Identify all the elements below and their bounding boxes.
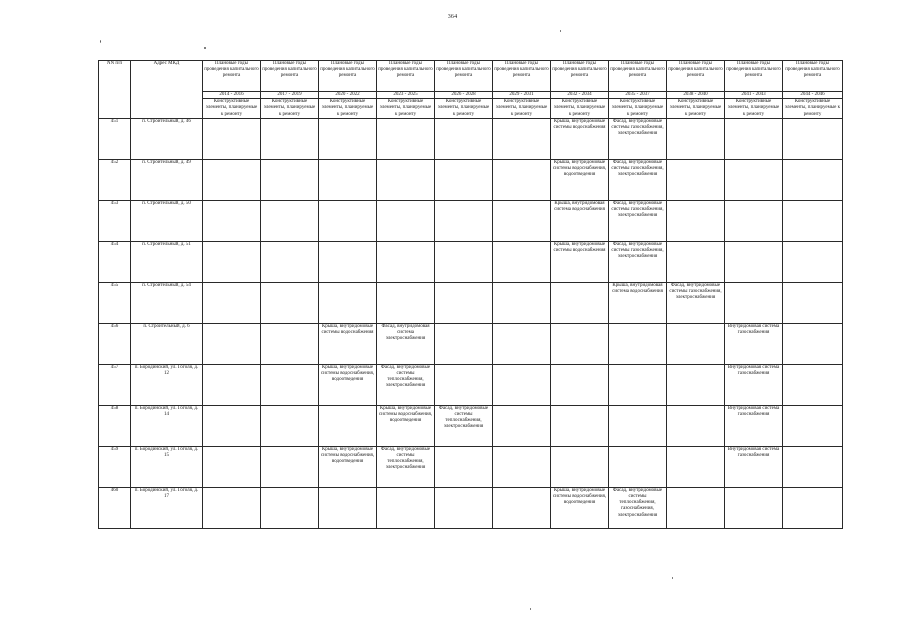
planned-works-cell	[377, 118, 435, 159]
period-years-header: 2020 - 2022	[319, 92, 377, 99]
elements-header: Конструктивные элементы, планируемые к ремонту	[319, 99, 377, 119]
table-body	[99, 118, 843, 528]
address-cell: п. Строительный, д. 54	[131, 282, 203, 323]
address-cell: п. Бородинский, ул. Гоголя, д. 17	[131, 487, 203, 528]
period-title-header: Плановые годы проведения капитального ремонта	[609, 61, 667, 92]
period-title-header: Плановые годы проведения капитального ремонта	[203, 61, 261, 92]
planned-works-cell	[783, 323, 843, 364]
planned-works-cell: Крыша, внутридомовые системы водоснабжения	[551, 241, 609, 282]
planned-works-cell	[783, 405, 843, 446]
planned-works-cell	[493, 200, 551, 241]
table-row	[99, 364, 843, 405]
address-cell: п. Бородинский, ул. Гоголя, д. 12	[131, 364, 203, 405]
address-cell: п. Строительный, д. 6	[131, 323, 203, 364]
planned-works-cell	[203, 446, 261, 487]
elements-header: Конструктивные элементы, планируемые к ремонту	[783, 99, 843, 119]
table-row	[99, 446, 843, 487]
table-row	[99, 241, 843, 282]
planned-works-cell: Крыша, внутридомовые системы водоснабжения, водоотведения	[319, 364, 377, 405]
planned-works-cell: Фасад, внутридомовые системы газоснабжения, электроснабжения	[609, 118, 667, 159]
page-number: 364	[447, 14, 458, 20]
planned-works-cell	[725, 200, 783, 241]
planned-works-cell: Фасад, внутридомовые системы теплоснабжения, электроснабжения	[435, 405, 493, 446]
scan-speck	[100, 40, 101, 43]
address-column-header: Адрес МКД	[131, 61, 203, 119]
planned-works-cell	[725, 159, 783, 200]
planned-works-cell	[667, 446, 725, 487]
planned-works-cell: Крыша, внутридомовые системы водоснабжения, водоотведения	[377, 405, 435, 446]
scan-speck	[530, 608, 531, 610]
address-cell: п. Строительный, д. 50	[131, 200, 203, 241]
planned-works-cell	[783, 364, 843, 405]
planned-works-cell	[783, 200, 843, 241]
row-number-cell: 455	[99, 282, 131, 323]
planned-works-cell	[319, 159, 377, 200]
planned-works-cell	[609, 323, 667, 364]
period-years-header: 2023 - 2025	[377, 92, 435, 99]
table-row	[99, 118, 843, 159]
row-number-cell: 456	[99, 323, 131, 364]
planned-works-cell	[261, 159, 319, 200]
planned-works-cell	[203, 487, 261, 528]
period-years-header: 2038 - 2040	[667, 92, 725, 99]
table-row	[99, 200, 843, 241]
period-title-header: Плановые годы проведения капитального ремонта	[493, 61, 551, 92]
planned-works-cell	[319, 200, 377, 241]
planned-works-cell: Крыша, внутридомовые системы водоснабжения, водоотведения	[551, 487, 609, 528]
planned-works-cell: Фасад, внутридомовые системы теплоснабжения, электроснабжения	[377, 364, 435, 405]
period-title-header: Плановые годы проведения капитального ремонта	[319, 61, 377, 92]
period-title-header: Плановые годы проведения капитального ремонта	[377, 61, 435, 92]
planned-works-cell	[493, 118, 551, 159]
planned-works-cell	[203, 241, 261, 282]
planned-works-cell	[493, 446, 551, 487]
planned-works-cell	[493, 159, 551, 200]
period-years-header: 2044 - 2046	[783, 92, 843, 99]
table-row	[99, 323, 843, 364]
elements-header: Конструктивные элементы, планируемые к ремонту	[261, 99, 319, 119]
planned-works-cell	[377, 282, 435, 323]
planned-works-cell	[609, 405, 667, 446]
planned-works-cell	[493, 405, 551, 446]
planned-works-cell	[551, 446, 609, 487]
planned-works-cell	[551, 405, 609, 446]
planned-works-cell: Крыша, внутридомовые системы водоснабжения, водоотведения	[319, 446, 377, 487]
period-title-header: Плановые годы проведения капитального ремонта	[783, 61, 843, 92]
planned-works-cell	[667, 323, 725, 364]
planned-works-cell	[377, 200, 435, 241]
planned-works-cell	[203, 159, 261, 200]
planned-works-cell	[435, 200, 493, 241]
planned-works-cell	[493, 241, 551, 282]
planned-works-cell	[319, 487, 377, 528]
planned-works-cell: Крыша, внутридомовая система водоснабжения	[551, 200, 609, 241]
planned-works-cell	[261, 118, 319, 159]
planned-works-cell	[261, 200, 319, 241]
planned-works-cell	[435, 487, 493, 528]
planned-works-cell	[667, 159, 725, 200]
address-cell: п. Строительный, д. 49	[131, 159, 203, 200]
period-years-header: 2029 - 2031	[493, 92, 551, 99]
planned-works-cell	[377, 241, 435, 282]
planned-works-cell	[377, 487, 435, 528]
planned-works-cell	[783, 118, 843, 159]
planned-works-cell	[667, 118, 725, 159]
num-column-header: NN п/п	[99, 61, 131, 119]
planned-works-cell	[783, 446, 843, 487]
planned-works-cell	[203, 364, 261, 405]
address-cell: п. Строительный, д. 51	[131, 241, 203, 282]
row-number-cell: 460	[99, 487, 131, 528]
elements-header: Конструктивные элементы, планируемые к ремонту	[609, 99, 667, 119]
row-number-cell: 451	[99, 118, 131, 159]
planned-works-cell	[261, 487, 319, 528]
planned-works-cell: Внутридомовая система газоснабжения	[725, 446, 783, 487]
header-years-row	[99, 92, 843, 99]
planned-works-cell	[261, 446, 319, 487]
period-title-header: Плановые годы проведения капитального ремонта	[435, 61, 493, 92]
planned-works-cell	[203, 323, 261, 364]
planned-works-cell	[725, 241, 783, 282]
planned-works-cell	[435, 446, 493, 487]
planned-works-cell	[493, 323, 551, 364]
elements-header: Конструктивные элементы, планируемые к ремонту	[493, 99, 551, 119]
planned-works-cell	[435, 241, 493, 282]
table-row	[99, 405, 843, 446]
planned-works-cell	[783, 282, 843, 323]
planned-works-cell	[667, 241, 725, 282]
planned-works-cell: Фасад, внутридомовые системы теплоснабжения, газоснабжения, электроснабжения	[609, 487, 667, 528]
table-row	[99, 282, 843, 323]
planned-works-cell	[551, 323, 609, 364]
planned-works-cell	[609, 446, 667, 487]
planned-works-cell	[667, 487, 725, 528]
scan-speck	[204, 47, 206, 49]
planned-works-cell	[783, 159, 843, 200]
planned-works-cell	[203, 282, 261, 323]
table-row	[99, 159, 843, 200]
planned-works-cell	[435, 282, 493, 323]
planned-works-cell: Фасад, внутридомовые системы теплоснабжения, электроснабжения	[377, 446, 435, 487]
row-number-cell: 459	[99, 446, 131, 487]
planned-works-cell	[261, 282, 319, 323]
planned-works-cell	[377, 159, 435, 200]
elements-header: Конструктивные элементы, планируемые к ремонту	[551, 99, 609, 119]
period-title-header: Плановые годы проведения капитального ремонта	[551, 61, 609, 92]
planned-works-cell	[725, 118, 783, 159]
scan-speck	[560, 30, 561, 32]
planned-works-cell: Фасад, внутридомовые системы газоснабжения, электроснабжения	[609, 200, 667, 241]
planned-works-cell	[493, 487, 551, 528]
table-row	[99, 487, 843, 528]
planned-works-cell	[667, 364, 725, 405]
planned-works-cell	[783, 487, 843, 528]
planned-works-cell	[435, 323, 493, 364]
elements-header: Конструктивные элементы, планируемые к ремонту	[435, 99, 493, 119]
planned-works-cell	[261, 323, 319, 364]
capital-repair-schedule-table	[98, 60, 843, 529]
elements-header: Конструктивные элементы, планируемые к ремонту	[203, 99, 261, 119]
planned-works-cell	[319, 118, 377, 159]
planned-works-cell	[493, 364, 551, 405]
planned-works-cell	[609, 364, 667, 405]
planned-works-cell: Внутридомовая система газоснабжения	[725, 364, 783, 405]
planned-works-cell	[783, 241, 843, 282]
planned-works-cell	[435, 364, 493, 405]
period-years-header: 2026 - 2028	[435, 92, 493, 99]
planned-works-cell	[551, 364, 609, 405]
row-number-cell: 457	[99, 364, 131, 405]
planned-works-cell: Внутридомовая система газоснабжения	[725, 323, 783, 364]
planned-works-cell: Фасад, внутридомовые системы газоснабжения, электроснабжения	[609, 241, 667, 282]
period-years-header: 2032 - 2034	[551, 92, 609, 99]
elements-header: Конструктивные элементы, планируемые к ремонту	[377, 99, 435, 119]
planned-works-cell	[261, 364, 319, 405]
planned-works-cell	[203, 118, 261, 159]
planned-works-cell: Крыша, внутридомовые системы водоснабжения, водоотведения	[551, 159, 609, 200]
period-title-header: Плановые годы проведения капитального ремонта	[725, 61, 783, 92]
elements-header: Конструктивные элементы, планируемые к ремонту	[667, 99, 725, 119]
planned-works-cell: Крыша, внутридомовая система водоснабжения	[609, 282, 667, 323]
planned-works-cell: Фасад, внутридомовые системы газоснабжения, электроснабжения	[667, 282, 725, 323]
elements-header: Конструктивные элементы, планируемые к ремонту	[725, 99, 783, 119]
planned-works-cell: Крыша, внутридомовые системы водоснабжения	[551, 118, 609, 159]
period-years-header: 2014 - 2016	[203, 92, 261, 99]
period-years-header: 2041 - 2043	[725, 92, 783, 99]
planned-works-cell	[725, 282, 783, 323]
planned-works-cell	[261, 405, 319, 446]
planned-works-cell: Крыша, внутридомовые системы водоснабжения	[319, 323, 377, 364]
row-number-cell: 458	[99, 405, 131, 446]
planned-works-cell: Фасад, внутридомовая система электроснабжения	[377, 323, 435, 364]
period-title-header: Плановые годы проведения капитального ремонта	[261, 61, 319, 92]
planned-works-cell	[725, 487, 783, 528]
planned-works-cell	[493, 282, 551, 323]
planned-works-cell	[203, 200, 261, 241]
planned-works-cell: Фасад, внутридомовые системы газоснабжения, электроснабжения	[609, 159, 667, 200]
address-cell: п. Строительный, д. 46	[131, 118, 203, 159]
planned-works-cell	[435, 118, 493, 159]
address-cell: п. Бородинский, ул. Гоголя, д. 14	[131, 405, 203, 446]
row-number-cell: 454	[99, 241, 131, 282]
planned-works-cell: Внутридомовая система газоснабжения	[725, 405, 783, 446]
planned-works-cell	[319, 282, 377, 323]
address-cell: п. Бородинский, ул. Гоголя, д. 15	[131, 446, 203, 487]
header-title-row	[99, 61, 843, 92]
row-number-cell: 452	[99, 159, 131, 200]
period-years-header: 2035 - 2037	[609, 92, 667, 99]
planned-works-cell	[551, 282, 609, 323]
planned-works-cell	[319, 405, 377, 446]
planned-works-cell	[203, 405, 261, 446]
planned-works-cell	[261, 241, 319, 282]
planned-works-cell	[667, 200, 725, 241]
planned-works-cell	[667, 405, 725, 446]
header-elements-row	[99, 99, 843, 119]
row-number-cell: 453	[99, 200, 131, 241]
period-years-header: 2017 - 2019	[261, 92, 319, 99]
planned-works-cell	[319, 241, 377, 282]
table-header	[99, 61, 843, 119]
period-title-header: Плановые годы проведения капитального ремонта	[667, 61, 725, 92]
planned-works-cell	[435, 159, 493, 200]
scan-speck	[672, 577, 673, 579]
